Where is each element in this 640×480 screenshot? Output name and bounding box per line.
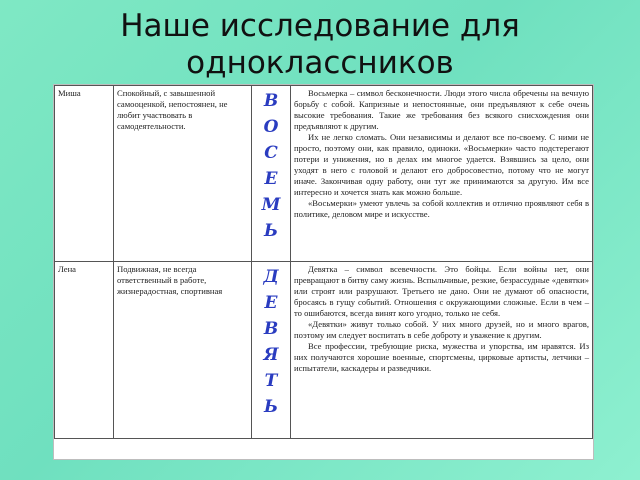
letter: М: [261, 195, 281, 215]
student-description: Спокойный, с завышенной самооценкой, непостоянен, не любит участвовать в самодеятельности.: [114, 86, 252, 262]
paragraph: «Девятки» живут только собой. У них много друзей, но и много врагов, поэтому им следует воспитать в себе доброту и уважение к другим.: [294, 319, 589, 340]
table-row: [55, 262, 593, 439]
letter: В: [263, 91, 279, 111]
vertical-word: [255, 88, 287, 244]
student-description: Подвижная, не всегда ответственный в работе, жизнерадостная, спортивная: [114, 262, 252, 439]
paragraph: Восьмерка – символ бесконечности. Люди этого числа обречены на вечную борьбу с собой. Капризные и непостоянные, они предъявляют к себе очень высокие требования. Такие же требования без всякого снисхождения они предъявляют к другим.: [294, 88, 589, 131]
letter: Я: [263, 345, 279, 365]
letter: Ь: [263, 221, 279, 241]
letter: Ь: [263, 397, 279, 417]
letter: О: [263, 117, 279, 137]
letter: Д: [263, 267, 279, 287]
number-meaning-text: [291, 86, 593, 262]
document-page: [54, 85, 593, 459]
vertical-word-cell: [252, 86, 291, 262]
research-table: [54, 85, 593, 439]
letter: С: [264, 143, 278, 163]
paragraph: Их не легко сломать. Они независимы и делают все по-своему. С ними не просто, поэтому они, как правило, одиноки. «Восьмерки» часто подстерегают потери и унижения, но в делах им многое удается. Взявшись за цело, они уходят в него с головой и делают его добросовестно, потому что не могут иначе. Закончивая одну работу, они тут же принимаются за другую. Им все интересно и хочется знать как можно больше.: [294, 132, 589, 197]
slide-title: Наше исследование для одноклассников: [120, 8, 520, 81]
letter: Е: [264, 293, 278, 313]
letter: В: [263, 319, 279, 339]
student-name: Лена: [55, 262, 114, 439]
table-row: [55, 86, 593, 262]
student-name: Миша: [55, 86, 114, 262]
paragraph: «Восьмерки» умеют увлечь за собой коллектив и отлично проявляют себя в политике, деловом мире и искусстве.: [294, 198, 589, 219]
vertical-word: [255, 264, 287, 420]
paragraph: Все профессии, требующие риска, мужества и упорства, им нравятся. Из них получаются хорошие военные, спортсмены, цирковые артисты, летчики – испытатели, каскадеры и разведчики.: [294, 341, 589, 373]
letter: Е: [264, 169, 278, 189]
letter: Т: [264, 371, 278, 391]
number-meaning-text: [291, 262, 593, 439]
vertical-word-cell: [252, 262, 291, 439]
paragraph: Девятка – символ всевечности. Это бойцы. Если войны нет, они превращают в битву саму жизнь. Вспыльчивые, резкие, безрассудные «девятки» или строят или разрушают. Третьего не дано. Они не думают об опасности, бросаясь в гущу событий. Отношения с окружающими сложные. Если в чем – то ошибаются, всегда винят кого угодно, только не себя.: [294, 264, 589, 318]
